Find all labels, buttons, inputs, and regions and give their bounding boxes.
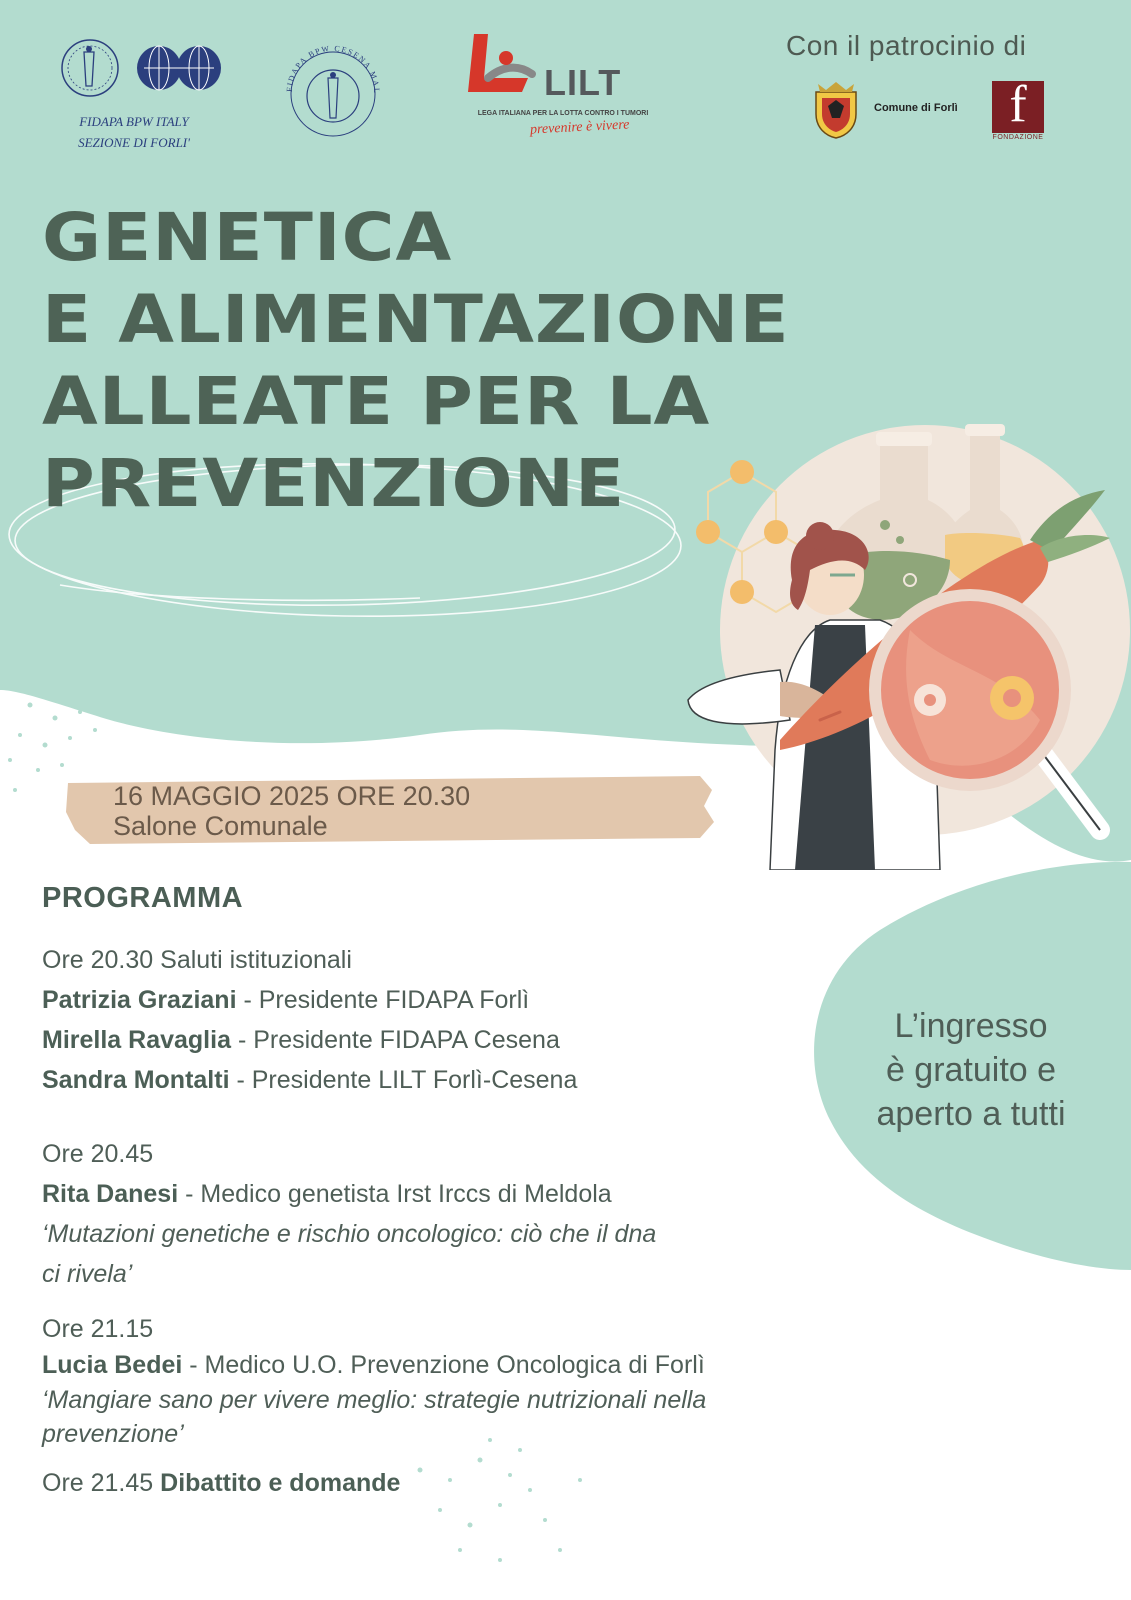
speaker-row [42, 1347, 706, 1383]
scientist-illustration [680, 420, 1131, 870]
seal-text: FIDAPA BPW CESENA MAL [284, 44, 382, 95]
comune-coat-of-arms-icon [806, 80, 866, 140]
time-3: Ore 21.15 [42, 1315, 154, 1343]
event-date: 16 MAGGIO 2025 ORE 20.30 [113, 781, 471, 811]
program-row-opening [42, 940, 577, 980]
speaker-role: - Presidente FIDAPA Cesena [237, 1026, 560, 1054]
free-entry-line-3: aperto a tutti [876, 1095, 1066, 1133]
free-entry-line-1: L’ingresso [894, 1007, 1048, 1045]
speaker-row [42, 1020, 577, 1060]
program-heading: PROGRAMMA [42, 882, 244, 914]
label-1: Saluti istituzionali [160, 946, 352, 974]
svg-text:FIDAPA BPW CESENA MALATESTA [278, 44, 381, 94]
speaker-role: - Medico genetista Irst Irccs di Meldola [185, 1180, 612, 1208]
program-block-4 [42, 1463, 400, 1503]
program-block-1 [42, 940, 577, 1100]
lilt-subtitle: LEGA ITALIANA PER LA LOTTA CONTRO I TUMORI [477, 110, 649, 117]
speaker-name: Mirella Ravaglia [42, 1026, 231, 1054]
speaker-row [42, 1060, 577, 1100]
event-venue: Salone Comunale [113, 811, 328, 841]
fondazione-letter: f [1009, 76, 1027, 133]
program-block-2 [42, 1134, 656, 1294]
time-2: Ore 20.45 [42, 1140, 154, 1168]
speaker-role: - Presidente FIDAPA Forlì [243, 986, 530, 1014]
free-entry-note [826, 1004, 1116, 1136]
title-line-3: ALLEATE PER LA [42, 362, 711, 440]
debate-label: Dibattito e domande [160, 1469, 401, 1497]
fidapa-emblem-icon [44, 38, 224, 100]
title-line-1: GENETICA [42, 198, 453, 276]
fidapa-italy-logo [44, 38, 224, 148]
fidapa-line1: FIDAPA BPW ITALY [79, 114, 189, 129]
speaker-row [42, 1174, 656, 1214]
speaker-row [42, 980, 577, 1020]
fidapa-line2: SEZIONE DI FORLI' [78, 135, 190, 150]
lilt-logo [462, 30, 662, 145]
fondazione-logo [992, 76, 1044, 143]
speaker-name: Sandra Montalti [42, 1066, 230, 1094]
talk-title-line-1: ‘Mangiare sano per vivere meglio: strategie nutrizionali nella [42, 1386, 707, 1414]
comune-label: Comune di Forlì [874, 102, 958, 114]
fidapa-cesena-logo [278, 44, 388, 139]
speaker-name: Lucia Bedei [42, 1351, 183, 1379]
gear-small-icon [914, 684, 946, 716]
talk-title-line-2: prevenzione’ [42, 1420, 184, 1448]
free-entry-line-2: è gratuito e [885, 1051, 1057, 1089]
gear-icon [990, 676, 1034, 720]
fondazione-label: FONDAZIONE [992, 134, 1044, 141]
title-line-2: E ALIMENTAZIONE [42, 280, 790, 358]
title-line-4: PREVENZIONE [42, 444, 626, 522]
lilt-motto: prevenire è vivere [529, 117, 630, 138]
speaker-role: - Presidente LILT Forlì-Cesena [236, 1066, 578, 1094]
speaker-name: Patrizia Graziani [42, 986, 237, 1014]
time-1: Ore 20.30 [42, 946, 154, 974]
speaker-role: - Medico U.O. Prevenzione Oncologica di Forlì [189, 1351, 705, 1379]
talk-title-line-2: ci rivela’ [42, 1260, 133, 1288]
program-block-3 [42, 1311, 706, 1451]
time-4: Ore 21.45 [42, 1469, 154, 1497]
comune-forli-logo [806, 80, 966, 140]
lilt-mark-icon [462, 30, 542, 105]
fidapa-cesena-seal-icon [278, 44, 388, 139]
talk-title-line-1: ‘Mutazioni genetiche e rischio oncologico: ciò che il dna [42, 1220, 657, 1248]
speaker-name: Rita Danesi [42, 1180, 179, 1208]
patronage-label: Con il patrocinio di [786, 30, 1027, 61]
event-title [42, 200, 790, 528]
lilt-name: LILT [544, 62, 622, 103]
